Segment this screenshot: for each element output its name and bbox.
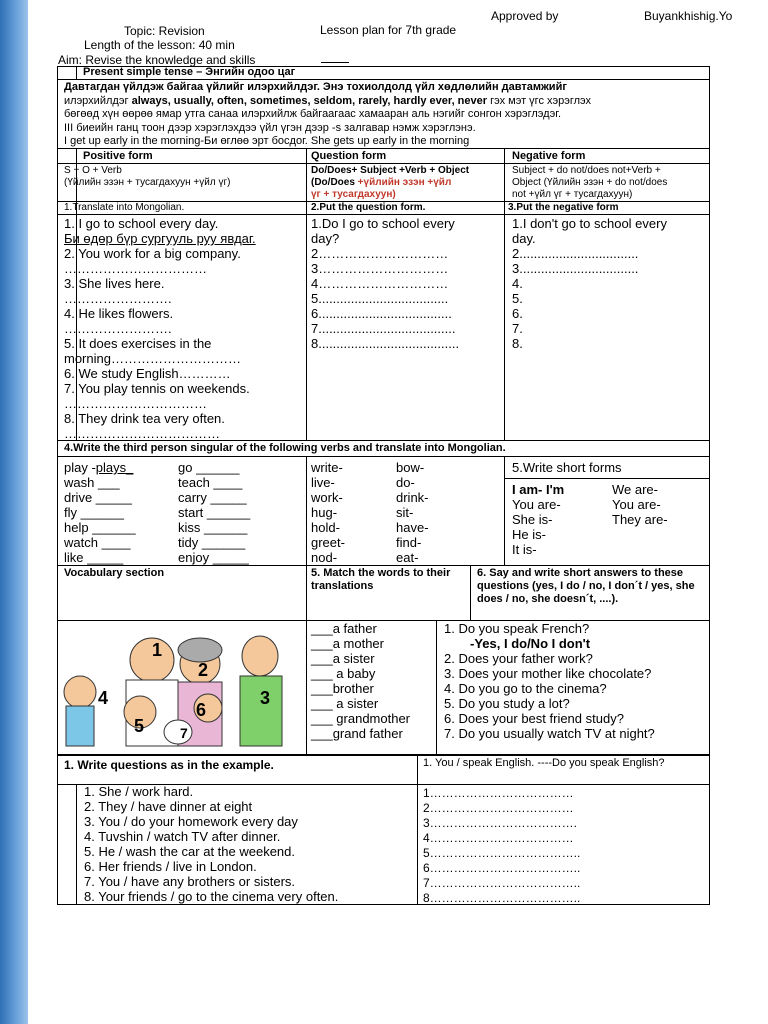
list-item: 4………………………… [311, 276, 449, 291]
vocabulary-title: Vocabulary section [64, 567, 165, 579]
list-item: 1. I go to school every day. [64, 216, 219, 231]
answer-line: 6……………………………….. [423, 861, 581, 875]
list-item: 6. [512, 306, 523, 321]
verbs-title: 4.Write the third person singular of the following verbs and translate into Mongolian. [64, 442, 506, 454]
question-item: 5. Do you study a lot? [444, 696, 570, 711]
list-item: 3................................. [512, 261, 639, 276]
task-3-title: 3.Put the negative form [508, 202, 619, 213]
verb-item: play -plays_ [64, 460, 134, 475]
list-item: morning………………………… [64, 351, 241, 366]
write-questions-answers [423, 786, 580, 906]
verb-item: wash ___ [64, 475, 120, 490]
figure-number: 5 [134, 716, 145, 736]
word-item: ___a father [311, 621, 377, 636]
list-item: 7. [512, 321, 523, 336]
question-items-list [311, 216, 459, 351]
list-item: 5. He / wash the car at the weekend. [84, 844, 296, 859]
list-item: 6. We study English………… [64, 366, 231, 381]
answer-line: 1……………………………… [423, 786, 574, 800]
figure-number: 4 [98, 688, 109, 708]
explanation-line-4: III биеийн ганц тоон дээр хэрэглэхдээ үйл үгэн дээр -s залгавар нэмж хэрэглэнэ. [64, 122, 476, 134]
verb-item: like _____ [64, 550, 124, 565]
length-line: Length of the lesson: 40 min [84, 38, 235, 52]
verb-item: teach ____ [178, 475, 243, 490]
short-form-item: They are- [612, 512, 668, 527]
question-rule-1: Do/Does+ Subject +Verb + Object [311, 165, 470, 176]
write-questions-title: 1. Write questions as in the example. [64, 758, 274, 772]
topic-line: Topic: Revision [124, 24, 205, 38]
list-item: 4. Tuvshin / watch TV after dinner. [84, 829, 281, 844]
word-item: ___a sister [311, 651, 375, 666]
example-answer: -Yes, I do/No I don't [470, 636, 591, 651]
verb-item: fly ______ [64, 505, 124, 520]
word-item: ___brother [311, 681, 374, 696]
negative-form-head: Negative form [512, 150, 586, 162]
verb-item: eat- [396, 550, 419, 565]
list-item: 1. She / work hard. [84, 784, 194, 799]
question-item: 1. Do you speak French? [444, 621, 590, 636]
list-item: 3. You / do your homework every day [84, 814, 298, 829]
verb-item: write- [311, 460, 343, 475]
list-item: …………………………… [64, 396, 207, 411]
question-item: 6. Does your best friend study? [444, 711, 624, 726]
verb-item: watch ____ [64, 535, 131, 550]
verb-item: work- [311, 490, 343, 505]
verb-item: hold- [311, 520, 340, 535]
list-item: 7...................................... [311, 321, 456, 336]
short-forms-title: 5.Write short forms [512, 460, 622, 475]
explanation-line-2: илэрхийлдэг always, usually, often, sometimes, seldom, rarely, hardly ever, never гэх мэт үгс хэрэглэх [64, 95, 592, 107]
list-item: day. [512, 231, 536, 246]
question-rule-2: (Do/Does +үйлийн эзэн +үйл [311, 177, 452, 188]
figure-number: 6 [196, 700, 207, 720]
answer-line: 2……………………………… [423, 801, 574, 815]
list-item: 5. It does exercises in the [64, 336, 212, 351]
list-item: ……………………. [64, 291, 172, 306]
question-item: 7. Do you usually watch TV at night? [444, 726, 655, 741]
write-questions-items [84, 784, 338, 904]
list-item: 4. [512, 276, 523, 291]
list-item: 4. He likes flowers. [64, 306, 174, 321]
write-questions-example: 1. You / speak English. ----Do you speak English? [423, 757, 665, 769]
list-item: 2………………………… [311, 246, 449, 261]
word-item: ___a mother [311, 636, 384, 651]
list-item: 5.................................... [311, 291, 449, 306]
family-illustration [60, 620, 300, 752]
verb-item: do- [396, 475, 415, 490]
question-rule-3: үг + тусагдахуун) [311, 189, 396, 200]
verb-item: sit- [396, 505, 414, 520]
list-item: 8. They drink tea very often. [64, 411, 225, 426]
verb-item: drink- [396, 490, 429, 505]
answer-line: 4……………………………… [423, 831, 574, 845]
figure-number: 3 [260, 688, 271, 708]
explanation-line-1: Давтагдан үйлдэж байгаа үйлийг илэрхийлдэг. Энэ тохиолдолд үйл хөдлөлийн давтамжийг [64, 81, 567, 93]
match-title: 5. Match the words to their translations [311, 567, 451, 592]
present-simple-title: Present simple tense – Энгийн одоо цаг [83, 66, 296, 78]
list-item: 8. [512, 336, 523, 351]
task-2-title: 2.Put the question form. [311, 202, 426, 213]
left-accent-bar [0, 0, 28, 1024]
short-form-item: You are- [512, 497, 561, 512]
short-form-item: We are- [612, 482, 658, 497]
positive-rule-1: S + O + Verb [64, 165, 122, 176]
verb-item: start ______ [178, 505, 251, 520]
short-form-item: He is- [512, 527, 546, 542]
approved-label: Approved by [491, 9, 559, 23]
list-item: …………………………… [64, 261, 207, 276]
verb-item: hug- [311, 505, 338, 520]
short-form-item: I am- I'm [512, 482, 565, 497]
positive-form-head: Positive form [83, 150, 153, 162]
list-item: 8. Your friends / go to the cinema very often. [84, 889, 339, 904]
question-item: 2. Does your father work? [444, 651, 593, 666]
question-form-head: Question form [311, 150, 387, 162]
list-item: 3………………………… [311, 261, 449, 276]
verb-item: have- [396, 520, 429, 535]
list-item: 7. You play tennis on weekends. [64, 381, 250, 396]
verbs-col-2 [178, 460, 250, 565]
verb-item: kiss ______ [178, 520, 248, 535]
list-item: 1.I don't go to school every [512, 216, 667, 231]
figure-number: 7 [180, 725, 188, 741]
answer-line: 3………………………………. [423, 816, 578, 830]
list-item: 5. [512, 291, 523, 306]
negative-items-list [512, 216, 667, 351]
answer-line: 8……………………………….. [423, 891, 581, 905]
list-item: ……………………………… [64, 426, 220, 441]
verb-item: greet- [311, 535, 345, 550]
aim-line: Aim: Revise the knowledge and skills [58, 53, 256, 67]
list-item: 6..................................... [311, 306, 452, 321]
positive-items-list [64, 216, 256, 441]
explanation-line-3: бөгөөд хүн өөрөө ямар утга санаа илэрхийлж байгаагаас хамааран аль нэгийг сонгон хэрэглэдэг. [64, 108, 562, 120]
verb-item: enjoy _____ [178, 550, 249, 565]
lesson-plan-title: Lesson plan for 7th grade [320, 23, 457, 37]
verb-item: help ______ [64, 520, 136, 535]
verb-item: drive _____ [64, 490, 132, 505]
list-item: 1.Do I go to school every [311, 216, 455, 231]
verbs-col-1 [64, 460, 136, 565]
list-item: Би өдөр бүр сургууль руу явдаг. [64, 231, 256, 246]
word-item: ___grand father [311, 726, 403, 741]
question-item: 3. Does your mother like chocolate? [444, 666, 652, 681]
figure-number: 2 [198, 660, 209, 680]
list-item: 8....................................... [311, 336, 460, 351]
negative-rule-2: Object (Үйлийн эзэн + do not/does [512, 177, 668, 188]
verbs-col-4 [396, 460, 429, 565]
verb-item: nod- [311, 550, 338, 565]
short-form-item: She is- [512, 512, 553, 527]
word-item: ___ a baby [311, 666, 376, 681]
short-form-item: You are- [612, 497, 661, 512]
negative-rule-1: Subject + do not/does not+Verb + [512, 165, 661, 176]
verb-item: carry _____ [178, 490, 247, 505]
list-item: 2. You work for a big company. [64, 246, 241, 261]
verb-item: find- [396, 535, 422, 550]
list-item: 6. Her friends / live in London. [84, 859, 257, 874]
verb-item: tidy ______ [178, 535, 246, 550]
verb-item: live- [311, 475, 335, 490]
list-item: day? [311, 231, 340, 246]
negative-rule-3: not +үйл үг + тусагдахуун) [512, 189, 633, 200]
approver-name: Buyankhishig.Yo [644, 9, 733, 23]
family-words-list [311, 621, 410, 741]
answers-title: 6. Say and write short answers to these questions (yes, I do / no, I don´t / yes, she does / no, she doesn´t, ....). [477, 567, 695, 605]
short-forms-left [512, 482, 564, 557]
short-answer-questions [444, 621, 655, 741]
positive-rule-2: (Үйлийн эзэн + тусагдахуун +үйл үг) [64, 177, 231, 188]
answer-line: 7……………………………….. [423, 876, 581, 890]
task-1-title: 1.Translate into Mongolian. [64, 202, 185, 213]
verb-item: bow- [396, 460, 425, 475]
word-item: ___ grandmother [311, 711, 411, 726]
figure-number: 1 [152, 640, 163, 660]
short-form-item: It is- [512, 542, 537, 557]
verb-item: go ______ [178, 460, 240, 475]
underline-mark [321, 62, 349, 63]
list-item: 2................................. [512, 246, 639, 261]
word-item: ___ a sister [311, 696, 379, 711]
verbs-col-3 [311, 460, 345, 565]
list-item: 2. They / have dinner at eight [84, 799, 253, 814]
list-item: ……………………. [64, 321, 172, 336]
short-forms-right [612, 482, 668, 527]
explanation-line-5: I get up early in the morning-Би өглөө эрт босдог. She gets up early in the morning [64, 135, 470, 147]
list-item: 7. You / have any brothers or sisters. [84, 874, 296, 889]
list-item: 3. She lives here. [64, 276, 165, 291]
question-item: 4. Do you go to the cinema? [444, 681, 607, 696]
answer-line: 5……………………………….. [423, 846, 581, 860]
